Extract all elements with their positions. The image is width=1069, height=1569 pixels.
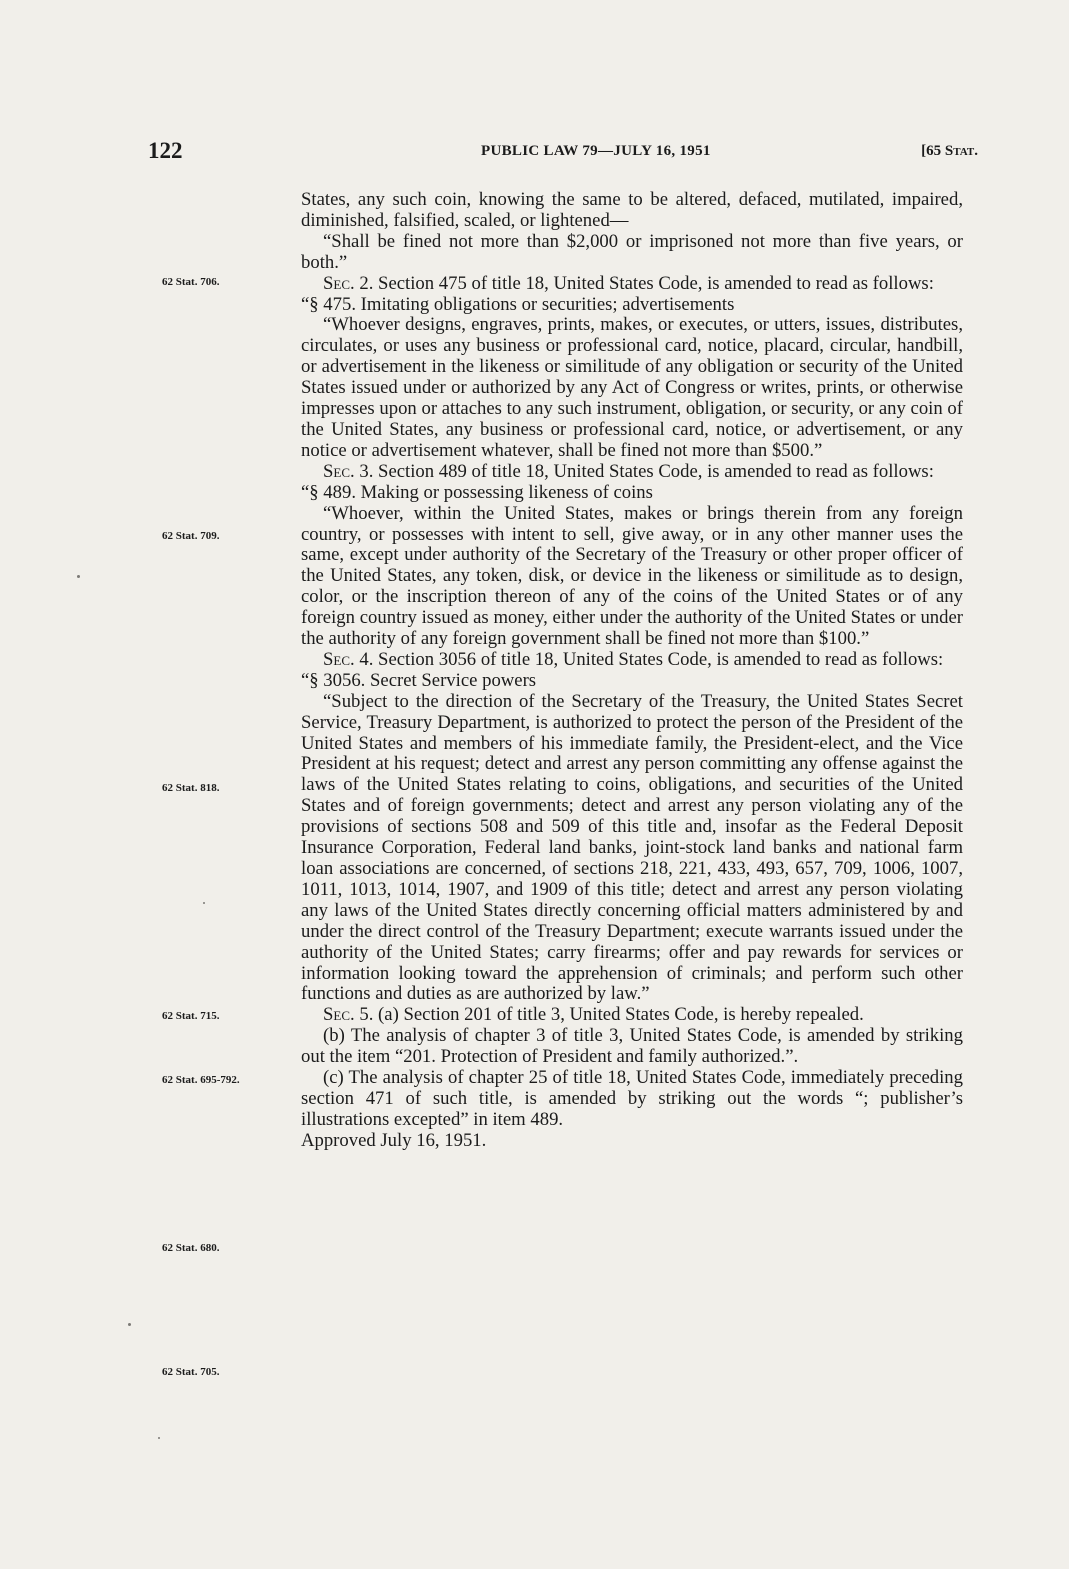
volume-reference xyxy=(921,143,978,160)
body-text xyxy=(301,190,963,1152)
section-label: Sec. xyxy=(323,272,355,294)
margin-note: 62 Stat. 695-792. xyxy=(162,1074,240,1086)
margin-note: 62 Stat. 715. xyxy=(162,1010,220,1022)
volume-prefix: [65 xyxy=(921,143,945,159)
section-489-text: “Whoever, within the United States, makes or brings therein from any foreign country, or possesses with intent to sell, give away, or in any other manner uses the same, except under authority of the Secretary of the Treasury or other proper officer of the United States, any token, disk, or device in the likeness or similitude as to design, color, or the inscription thereon of any of the coins of the United States or of any foreign country issued as money, either under the authority of the United States or under the authority of any foreign government shall be fined not more than $100.” xyxy=(301,502,963,650)
scan-speck xyxy=(203,902,205,904)
section-label: Sec. xyxy=(323,1004,355,1026)
scan-speck xyxy=(158,1437,160,1439)
paragraph-continuation: States, any such coin, knowing the same to be altered, defaced, mutilated, impaired, diminished, falsified, scaled, or lightened— xyxy=(301,189,963,231)
approval-date: Approved July 16, 1951. xyxy=(301,1129,487,1151)
bleed-through-text xyxy=(306,1402,310,1422)
section-label: Sec. xyxy=(323,460,355,482)
section-3056-heading: “§ 3056. Secret Service powers xyxy=(301,669,537,691)
section-475-heading: “§ 475. Imitating obligations or securities; advertisements xyxy=(301,293,735,315)
section-text: 3. Section 489 of title 18, United States Code, is amended to read as follows: xyxy=(354,460,934,482)
section-text: 5. (a) Section 201 of title 3, United States Code, is hereby repealed. xyxy=(354,1004,864,1026)
margin-note: 62 Stat. 818. xyxy=(162,782,220,794)
page-number: 122 xyxy=(148,138,183,163)
margin-note: 62 Stat. 709. xyxy=(162,530,220,542)
section-3 xyxy=(301,462,963,483)
margin-note: 62 Stat. 705. xyxy=(162,1366,220,1378)
margin-note: 62 Stat. 680. xyxy=(162,1242,220,1254)
section-489-heading: “§ 489. Making or possessing likeness of coins xyxy=(301,481,653,503)
section-3056-text: “Subject to the direction of the Secretary of the Treasury, the United States Secret Service, Treasury Department, is authorized to protect the person of the President of the United States and members of his immediate family, the President-elect, and the Vice President at his request; detect and arrest any person committing any offense against the laws of the United States relating to coins, obligations, and securities of the United States and of foreign governments; detect and arrest any person violating any of the provisions of sections 508 and 509 of this title and, insofar as the Federal Deposit Insurance Corporation, Federal land banks, joint-stock land banks and national farm loan associations are concerned, of sections 218, 221, 433, 493, 657, 709, 1006, 1007, 1011, 1013, 1014, 1907, and 1909 of this title; detect and arrest any person violating any laws of the United States directly concerning official matters administered by and under the direct control of the Treasury Department; execute warrants issued under the authority of the United States; carry firearms; offer and pay rewards for services or information looking toward the apprehension of criminals; and perform such other functions and duties as are authorized by law.” xyxy=(301,690,963,1005)
section-label: Sec. xyxy=(323,648,355,670)
running-title: PUBLIC LAW 79—JULY 16, 1951 xyxy=(481,143,711,159)
scan-speck xyxy=(128,1323,131,1326)
section-text: 2. Section 475 of title 18, United States Code, is amended to read as follows: xyxy=(354,272,934,294)
section-2 xyxy=(301,274,963,295)
section-4 xyxy=(301,650,963,671)
bleed-through-note xyxy=(222,188,225,200)
section-5b: (b) The analysis of chapter 3 of title 3, United States Code, is amended by striking out the item “201. Protection of President and family authorized.”. xyxy=(301,1025,963,1068)
page-header xyxy=(148,138,978,172)
volume-suffix: Stat. xyxy=(944,143,978,159)
section-5c: (c) The analysis of chapter 25 of title 18, United States Code, immediately preceding section 471 of such title, is amended by striking out the words “; publisher’s illustrations excepted” in item 489. xyxy=(301,1067,963,1130)
margin-note: 62 Stat. 706. xyxy=(162,276,220,288)
scan-speck xyxy=(77,575,80,578)
penalty-paragraph: “Shall be fined not more than $2,000 or imprisoned not more than five years, or both.” xyxy=(301,230,963,273)
section-475-text: “Whoever designs, engraves, prints, makes, or executes, or utters, issues, distributes, circulates, or uses any business or professional card, notice, placard, circular, handbill, or advertisement in the likeness or similitude of any obligation or security of the United States issued under or authorized by any Act of Congress or writes, prints, or otherwise impresses upon or attaches to any such instrument, obligation, or security, or any coin of the United States, any business or professional card, notice, or advertisement, or any notice or advertisement whatever, shall be fined not more than $500.” xyxy=(301,314,963,461)
section-text: 4. Section 3056 of title 18, United States Code, is amended to read as follows: xyxy=(354,648,944,670)
section-5a xyxy=(301,1005,963,1026)
